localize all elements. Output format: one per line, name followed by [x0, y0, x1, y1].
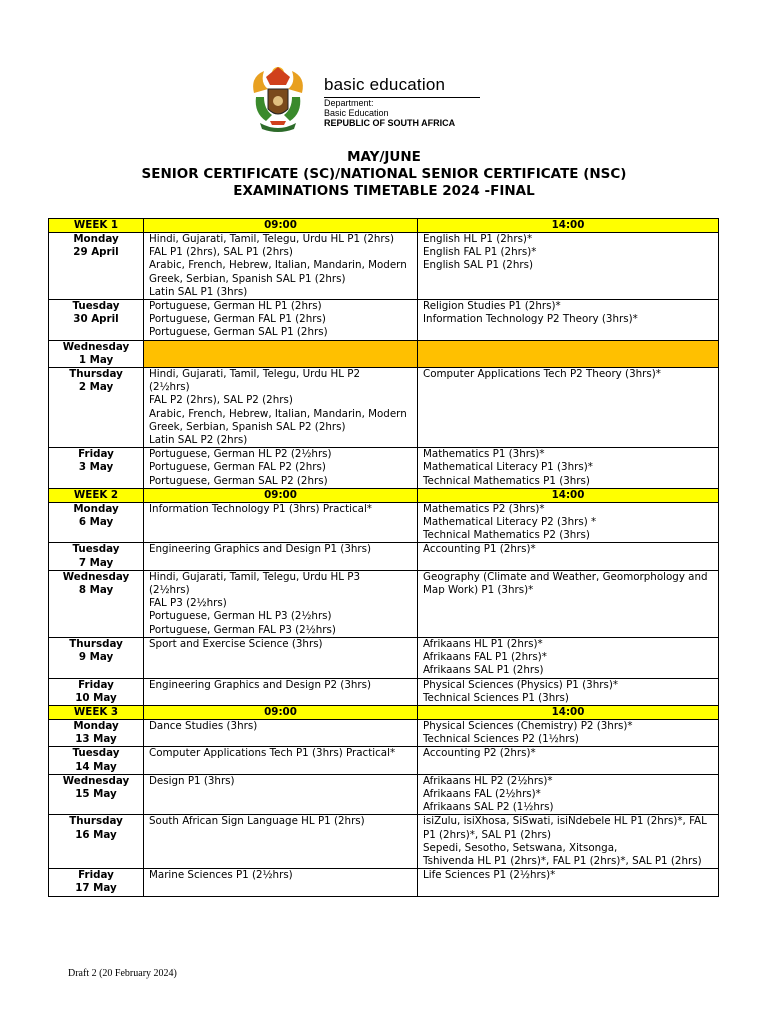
day-name: Friday: [78, 448, 114, 461]
day-cell: [49, 869, 144, 896]
day-cell: [49, 340, 144, 367]
exam-entry: Latin SAL P1 (3hrs): [149, 285, 248, 298]
day-date: 3 May: [78, 461, 114, 474]
day-name: Thursday: [69, 815, 123, 828]
exam-entry: (2½hrs): [149, 381, 190, 394]
day-name: Tuesday: [72, 543, 120, 556]
session-time-am: 09:00: [144, 705, 418, 719]
afternoon-session: [418, 637, 719, 678]
morning-session: [144, 233, 418, 300]
morning-session: [144, 340, 418, 367]
week-label: WEEK 2: [49, 488, 144, 502]
week-header-row: [49, 705, 719, 719]
day-date: 2 May: [78, 381, 114, 394]
morning-session: [144, 719, 418, 746]
exam-entry: Technical Sciences P2 (1½hrs): [423, 733, 579, 746]
title-line: MAY/JUNE: [347, 149, 421, 165]
brand-line: REPUBLIC OF SOUTH AFRICA: [324, 118, 456, 128]
exam-entry: South African Sign Language HL P1 (2hrs): [149, 815, 365, 828]
exam-entry: Physical Sciences (Chemistry) P2 (3hrs)*: [423, 719, 633, 732]
exam-entry: Afrikaans SAL P1 (2hrs): [423, 664, 544, 677]
exam-entry: Engineering Graphics and Design P2 (3hrs): [149, 678, 372, 691]
day-date: 13 May: [75, 733, 117, 746]
day-name: Tuesday: [72, 300, 120, 313]
document-header: [0, 0, 768, 140]
morning-session: [144, 502, 418, 543]
exam-entry: Accounting P1 (2hrs)*: [423, 543, 536, 556]
day-date: 8 May: [78, 584, 114, 597]
exam-entry: English FAL P1 (2hrs)*: [423, 246, 537, 259]
exam-entry: Arabic, French, Hebrew, Italian, Mandarin, Modern: [149, 259, 407, 272]
exam-entry: Portuguese, German SAL P1 (2hrs): [149, 326, 328, 339]
day-row: [49, 340, 719, 367]
exam-entry: isiZulu, isiXhosa, SiSwati, isiNdebele HL P1 (2hrs)*, FAL: [423, 815, 707, 828]
morning-session: [144, 448, 418, 489]
day-name: Tuesday: [72, 747, 120, 760]
day-row: [49, 678, 719, 705]
day-date: 6 May: [78, 516, 114, 529]
afternoon-session: [418, 719, 719, 746]
exam-entry: Afrikaans HL P1 (2hrs)*: [423, 637, 543, 650]
session-time-pm: 14:00: [418, 705, 719, 719]
day-date: 30 April: [73, 313, 119, 326]
day-name: Wednesday: [62, 570, 130, 583]
afternoon-session: [418, 815, 719, 869]
day-name: Wednesday: [62, 340, 130, 353]
afternoon-session: [418, 368, 719, 448]
exam-entry: Mathematics P1 (3hrs)*: [423, 448, 545, 461]
exam-entry: English SAL P1 (2hrs): [423, 259, 533, 272]
week-header-row: [49, 488, 719, 502]
exam-entry: Portuguese, German FAL P1 (2hrs): [149, 313, 326, 326]
exam-entry: Portuguese, German HL P2 (2½hrs): [149, 448, 332, 461]
afternoon-session: [418, 678, 719, 705]
day-row: [49, 233, 719, 300]
morning-session: [144, 300, 418, 341]
exam-entry: Technical Mathematics P1 (3hrs): [423, 474, 590, 487]
exam-entry: Sport and Exercise Science (3hrs): [149, 637, 323, 650]
exam-entry: Portuguese, German FAL P3 (2½hrs): [149, 623, 336, 636]
exam-entry: Tshivenda HL P1 (2hrs)*, FAL P1 (2hrs)*, SAL P1 (2hrs): [423, 854, 702, 867]
exam-entry: FAL P2 (2hrs), SAL P2 (2hrs): [149, 394, 293, 407]
title-line: SENIOR CERTIFICATE (SC)/NATIONAL SENIOR CERTIFICATE (NSC): [141, 166, 627, 182]
day-date: 15 May: [75, 787, 117, 800]
exam-entry: Arabic, French, Hebrew, Italian, Mandarin, Modern: [149, 407, 407, 420]
day-cell: [49, 719, 144, 746]
day-date: 7 May: [78, 556, 114, 569]
session-time-pm: 14:00: [418, 219, 719, 233]
exam-entry: Greek, Serbian, Spanish SAL P1 (2hrs): [149, 272, 346, 285]
exam-entry: Marine Sciences P1 (2½hrs): [149, 869, 293, 882]
title-line: EXAMINATIONS TIMETABLE 2024 -FINAL: [233, 183, 535, 199]
exam-entry: Mathematical Literacy P1 (3hrs)*: [423, 461, 593, 474]
exam-entry: Portuguese, German HL P1 (2hrs): [149, 300, 322, 313]
brand-title: basic education: [324, 75, 480, 98]
morning-session: [144, 747, 418, 774]
exam-entry: Design P1 (3hrs): [149, 774, 235, 787]
day-row: [49, 502, 719, 543]
exam-entry: Afrikaans FAL (2½hrs)*: [423, 787, 541, 800]
day-row: [49, 637, 719, 678]
day-name: Monday: [73, 502, 119, 515]
day-row: [49, 300, 719, 341]
draft-footer: Draft 2 (20 February 2024): [68, 968, 177, 979]
day-name: Monday: [73, 233, 119, 245]
exam-entry: Portuguese, German FAL P2 (2hrs): [149, 461, 326, 474]
coat-of-arms-logo: [246, 63, 310, 135]
exam-entry: Religion Studies P1 (2hrs)*: [423, 300, 561, 313]
exam-entry: Latin SAL P2 (2hrs): [149, 434, 248, 447]
morning-session: [144, 570, 418, 637]
afternoon-session: [418, 502, 719, 543]
exam-entry: Computer Applications Tech P1 (3hrs) Practical*: [149, 747, 396, 760]
day-date: 14 May: [75, 760, 117, 773]
exam-entry: Afrikaans SAL P2 (1½hrs): [423, 801, 554, 814]
day-row: [49, 368, 719, 448]
exam-entry: Geography (Climate and Weather, Geomorphology and: [423, 570, 708, 583]
day-date: 9 May: [78, 651, 114, 664]
day-row: [49, 570, 719, 637]
day-name: Wednesday: [62, 774, 130, 787]
day-name: Thursday: [69, 637, 123, 650]
exam-entry: P1 (2hrs)*, SAL P1 (2hrs): [423, 828, 551, 841]
day-row: [49, 543, 719, 570]
morning-session: [144, 815, 418, 869]
week-label: WEEK 1: [49, 219, 144, 233]
morning-session: [144, 774, 418, 815]
day-cell: [49, 815, 144, 869]
exam-entry: Portuguese, German SAL P2 (2hrs): [149, 474, 328, 487]
morning-session: [144, 637, 418, 678]
session-time-am: 09:00: [144, 488, 418, 502]
brand-line: Department:: [324, 98, 374, 108]
day-cell: [49, 543, 144, 570]
exam-entry: Mathematics P2 (3hrs)*: [423, 502, 545, 515]
exam-entry: Information Technology P2 Theory (3hrs)*: [423, 313, 638, 326]
morning-session: [144, 543, 418, 570]
day-name: Monday: [73, 719, 119, 732]
exam-entry: Technical Sciences P1 (3hrs): [423, 691, 569, 704]
afternoon-session: [418, 747, 719, 774]
day-row: [49, 815, 719, 869]
day-cell: [49, 570, 144, 637]
morning-session: [144, 678, 418, 705]
day-cell: [49, 233, 144, 300]
afternoon-session: [418, 570, 719, 637]
day-date: 29 April: [73, 246, 119, 259]
exam-entry: FAL P3 (2½hrs): [149, 597, 227, 610]
exam-entry: Hindi, Gujarati, Tamil, Telegu, Urdu HL P1 (2hrs): [149, 233, 395, 245]
day-cell: [49, 774, 144, 815]
day-cell: [49, 678, 144, 705]
exam-entry: English HL P1 (2hrs)*: [423, 233, 533, 245]
day-cell: [49, 637, 144, 678]
week-label: WEEK 3: [49, 705, 144, 719]
exam-entry: Physical Sciences (Physics) P1 (3hrs)*: [423, 678, 618, 691]
exam-entry: Engineering Graphics and Design P1 (3hrs): [149, 543, 372, 556]
exam-entry: Accounting P2 (2hrs)*: [423, 747, 536, 760]
exam-entry: FAL P1 (2hrs), SAL P1 (2hrs): [149, 246, 293, 259]
afternoon-session: [418, 300, 719, 341]
day-row: [49, 448, 719, 489]
exam-entry: (2½hrs): [149, 584, 190, 597]
afternoon-session: [418, 233, 719, 300]
day-cell: [49, 747, 144, 774]
day-cell: [49, 448, 144, 489]
afternoon-session: [418, 543, 719, 570]
afternoon-session: [418, 869, 719, 896]
exam-entry: Greek, Serbian, Spanish SAL P2 (2hrs): [149, 420, 346, 433]
department-branding: [324, 75, 484, 128]
exam-entry: Afrikaans HL P2 (2½hrs)*: [423, 774, 553, 787]
morning-session: [144, 869, 418, 896]
exam-entry: Mathematical Literacy P2 (3hrs) *: [423, 516, 597, 529]
exam-entry: Map Work) P1 (3hrs)*: [423, 584, 534, 597]
day-name: Friday: [78, 869, 114, 882]
exam-entry: Hindi, Gujarati, Tamil, Telegu, Urdu HL P3: [149, 570, 361, 583]
day-row: [49, 774, 719, 815]
day-date: 10 May: [75, 691, 117, 704]
exam-timetable: [48, 218, 719, 897]
day-name: Thursday: [69, 368, 123, 381]
day-cell: [49, 368, 144, 448]
day-row: [49, 719, 719, 746]
day-date: 17 May: [75, 882, 117, 895]
brand-line: Basic Education: [324, 108, 389, 118]
document-title: [0, 149, 768, 200]
afternoon-session: [418, 774, 719, 815]
exam-entry: Hindi, Gujarati, Tamil, Telegu, Urdu HL P2: [149, 368, 361, 381]
morning-session: [144, 368, 418, 448]
session-time-pm: 14:00: [418, 488, 719, 502]
exam-entry: Computer Applications Tech P2 Theory (3hrs)*: [423, 368, 661, 381]
afternoon-session: [418, 340, 719, 367]
day-date: 1 May: [78, 353, 114, 366]
exam-entry: Life Sciences P1 (2½hrs)*: [423, 869, 556, 882]
day-name: Friday: [78, 678, 114, 691]
day-cell: [49, 300, 144, 341]
week-header-row: [49, 219, 719, 233]
day-date: 16 May: [75, 828, 117, 841]
day-row: [49, 869, 719, 896]
exam-entry: Afrikaans FAL P1 (2hrs)*: [423, 651, 547, 664]
exam-entry: Dance Studies (3hrs): [149, 719, 258, 732]
exam-entry: Sepedi, Sesotho, Setswana, Xitsonga,: [423, 841, 618, 854]
exam-entry: Portuguese, German HL P3 (2½hrs): [149, 610, 332, 623]
exam-entry: Information Technology P1 (3hrs) Practical*: [149, 502, 372, 515]
exam-entry: Technical Mathematics P2 (3hrs): [423, 529, 590, 542]
day-row: [49, 747, 719, 774]
session-time-am: 09:00: [144, 219, 418, 233]
afternoon-session: [418, 448, 719, 489]
day-cell: [49, 502, 144, 543]
